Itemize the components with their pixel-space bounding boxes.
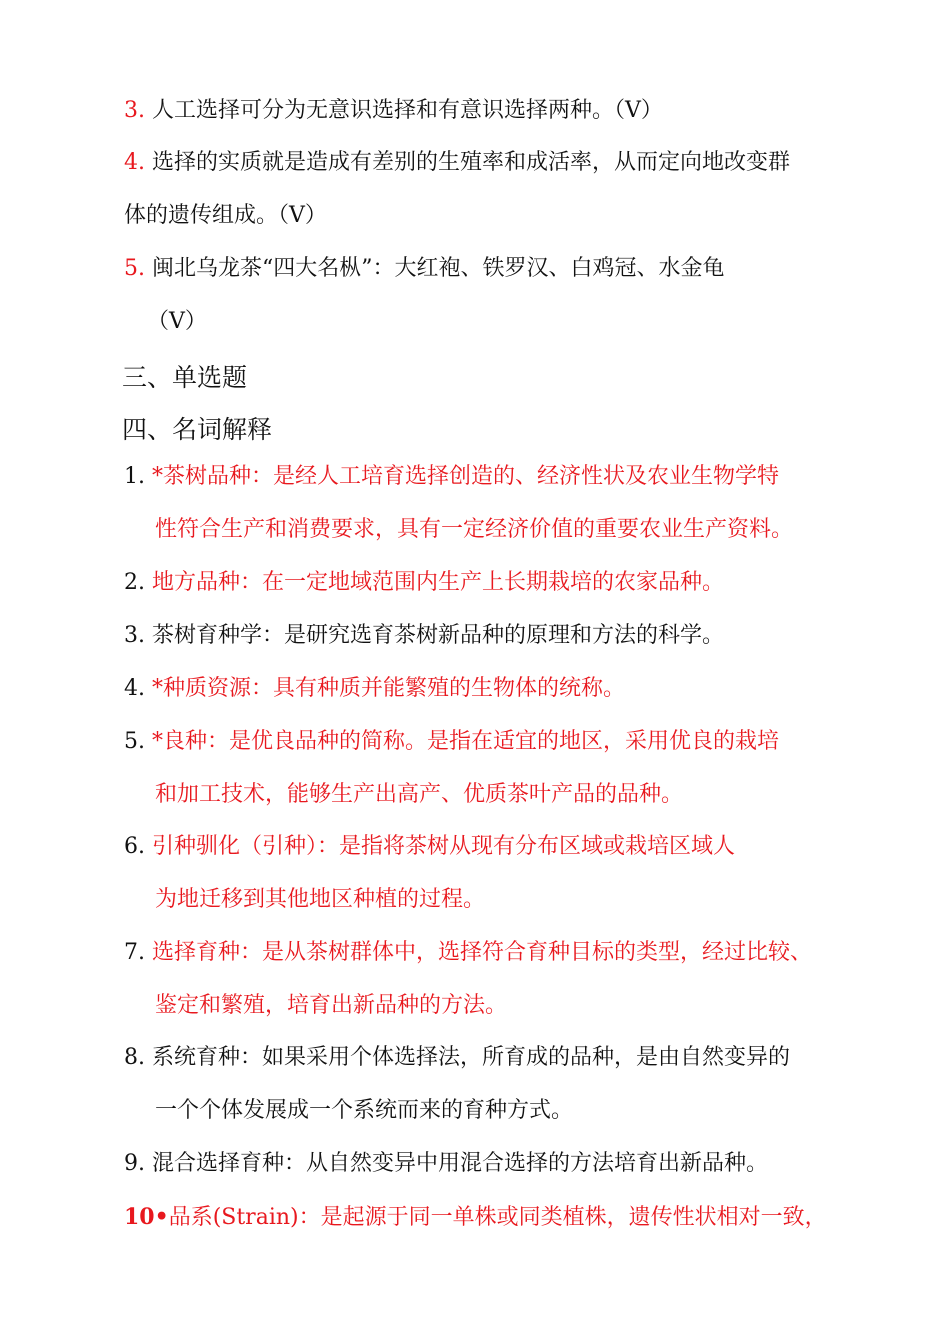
item-number: 4. bbox=[124, 676, 145, 701]
item-text: 引种驯化（引种）：是指将茶树从现有分布区域或栽培区域人 bbox=[152, 834, 736, 859]
item-number: 7. bbox=[124, 940, 145, 965]
term-item-1 bbox=[124, 466, 779, 488]
item-text: *良种：是优良品种的简称。是指在适宜的地区，采用优良的栽培 bbox=[152, 729, 780, 754]
term-item-10 bbox=[124, 1206, 827, 1229]
item-text: *茶树品种：是经人工培育选择创造的、经济性状及农业生物学特 bbox=[152, 464, 780, 489]
item-number: 8. bbox=[124, 1045, 145, 1070]
section-heading-single-choice: 三、单选题 bbox=[122, 363, 248, 392]
item-number: 4. bbox=[124, 150, 145, 175]
item-number: 6. bbox=[124, 834, 145, 859]
term-item-8 bbox=[124, 1047, 790, 1069]
item-text: 混合选择育种：从自然变异中用混合选择的方法培育出新品种。 bbox=[152, 1151, 769, 1176]
item-number: 5. bbox=[124, 256, 145, 281]
term-item-7-continued: 鉴定和繁殖，培育出新品种的方法。 bbox=[155, 993, 508, 1018]
term-item-6-continued: 为地迁移到其他地区种植的过程。 bbox=[155, 887, 486, 912]
judgment-item-3 bbox=[124, 100, 663, 122]
term-item-2 bbox=[124, 572, 724, 594]
item-text: 品系(Strain)：是起源于同一单株或同类植株，遗传性状相对一致， bbox=[168, 1205, 827, 1230]
item-text: 系统育种：如果采用个体选择法，所育成的品种，是由自然变异的 bbox=[152, 1045, 791, 1070]
item-number: 9. bbox=[124, 1151, 145, 1176]
item-text: 选择的实质就是造成有差别的生殖率和成活率，从而定向地改变群 bbox=[145, 150, 790, 175]
term-item-9 bbox=[124, 1153, 768, 1175]
item-number: 2. bbox=[124, 570, 145, 595]
term-item-5-continued: 和加工技术，能够生产出高产、优质茶叶产品的品种。 bbox=[155, 782, 684, 807]
judgment-item-5 bbox=[124, 258, 725, 280]
term-item-7 bbox=[124, 942, 812, 964]
term-item-4 bbox=[124, 678, 625, 700]
term-item-8-continued: 一个个体发展成一个系统而来的育种方式。 bbox=[155, 1098, 574, 1123]
item-text: 地方品种：在一定地域范围内生产上长期栽培的农家品种。 bbox=[152, 570, 725, 595]
item-text: 茶树育种学：是研究选育茶树新品种的原理和方法的科学。 bbox=[152, 623, 725, 648]
item-text: 闽北乌龙茶“四大名枞”：大红袍、铁罗汉、白鸡冠、水金龟 bbox=[145, 256, 725, 281]
item-text: 选择育种：是从茶树群体中，选择符合育种目标的类型，经过比较、 bbox=[152, 940, 813, 965]
judgment-item-4 bbox=[124, 152, 790, 174]
judgment-item-5-continued: （V） bbox=[147, 309, 207, 334]
term-item-5 bbox=[124, 731, 779, 753]
item-number: 10• bbox=[124, 1204, 169, 1230]
section-heading-terms: 四、名词解释 bbox=[122, 415, 273, 444]
item-text: *种质资源：具有种质并能繁殖的生物体的统称。 bbox=[152, 676, 626, 701]
item-number: 1. bbox=[124, 464, 145, 489]
item-number: 5. bbox=[124, 729, 145, 754]
term-item-6 bbox=[124, 836, 735, 858]
item-text: 人工选择可分为无意识选择和有意识选择两种。（V） bbox=[145, 98, 663, 123]
item-number: 3. bbox=[124, 98, 145, 123]
item-number: 3. bbox=[124, 623, 145, 648]
term-item-1-continued: 性符合生产和消费要求，具有一定经济价值的重要农业生产资料。 bbox=[155, 517, 794, 542]
term-item-3 bbox=[124, 625, 724, 647]
judgment-item-4-continued: 体的遗传组成。（V） bbox=[124, 203, 327, 228]
